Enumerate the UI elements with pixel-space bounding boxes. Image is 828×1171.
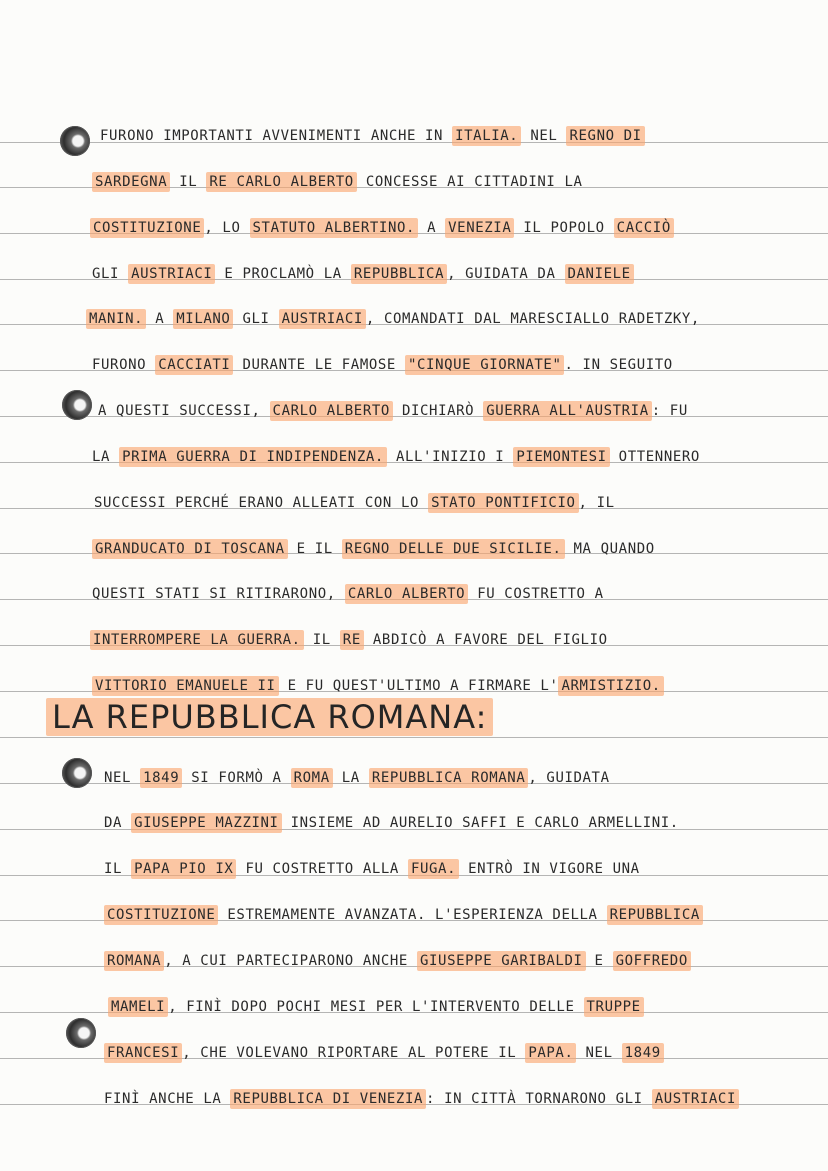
text-segment: GLI	[92, 266, 129, 282]
highlighted-text: STATUTO ALBERTINO.	[250, 218, 419, 238]
note-line-text	[108, 996, 644, 1018]
highlighted-text: CACCIÒ	[614, 218, 674, 238]
section-heading	[46, 698, 493, 736]
highlighted-text: CARLO ALBERTO	[270, 401, 393, 421]
text-segment: IL	[303, 632, 340, 648]
note-line-text	[86, 308, 700, 330]
text-segment: DURANTE LE FAMOSE	[233, 357, 405, 373]
text-segment: NEL	[104, 770, 141, 786]
note-line-text	[104, 858, 640, 880]
note-line	[0, 159, 828, 205]
highlighted-text: STATO PONTIFICIO	[428, 493, 578, 513]
text-segment: FU COSTRETTO ALLA	[236, 861, 408, 877]
text-segment: NEL	[521, 128, 567, 144]
note-line-text	[92, 263, 634, 285]
highlighted-text: GOFFREDO	[613, 951, 691, 971]
text-segment: , LO	[204, 220, 250, 236]
note-line-text	[92, 583, 604, 605]
highlighted-text: REGNO DI	[566, 126, 644, 146]
text-segment: E PROCLAMÒ LA	[215, 266, 351, 282]
note-line	[0, 755, 828, 801]
text-segment: A QUESTI SUCCESSI,	[98, 403, 270, 419]
note-line-text	[104, 767, 610, 789]
note-line-text	[104, 904, 703, 926]
highlighted-text: AUSTRIACI	[128, 264, 215, 284]
text-segment: DA	[104, 815, 132, 831]
note-line	[0, 1030, 828, 1076]
text-segment: A	[146, 311, 174, 327]
note-line-text	[104, 1088, 739, 1110]
highlighted-text: VITTORIO EMANUELE II	[92, 676, 279, 696]
text-segment: , COMANDATI DAL MARESCIALLO RADETZKY,	[365, 311, 700, 327]
highlighted-text: GRANDUCATO DI TOSCANA	[92, 539, 288, 559]
note-line	[0, 113, 828, 159]
text-segment: : FU	[651, 403, 688, 419]
note-line	[0, 434, 828, 480]
highlighted-text: FUGA.	[408, 859, 459, 879]
text-segment: INSIEME AD AURELIO SAFFI E CARLO ARMELLINI.	[281, 815, 679, 831]
text-segment: FURONO IMPORTANTI AVVENIMENTI ANCHE IN	[100, 128, 453, 144]
ruled-line	[0, 737, 828, 738]
note-line	[0, 480, 828, 526]
note-line	[0, 205, 828, 251]
highlighted-text: PIEMONTESI	[513, 447, 609, 467]
text-segment: E FU QUEST'ULTIMO A FIRMARE L'	[278, 678, 559, 694]
highlighted-text: ARMISTIZIO.	[558, 676, 663, 696]
text-segment: ABDICÒ A FAVORE DEL FIGLIO	[363, 632, 608, 648]
note-line	[0, 296, 828, 342]
text-segment: FINÌ ANCHE LA	[104, 1091, 231, 1107]
note-line	[0, 800, 828, 846]
text-segment: GLI	[233, 311, 279, 327]
heading-text: LA REPUBBLICA ROMANA:	[46, 698, 493, 736]
text-segment: , GUIDATA DA	[447, 266, 565, 282]
text-segment: LA	[92, 449, 120, 465]
note-line-text	[90, 629, 608, 651]
highlighted-text: PAPA PIO IX	[131, 859, 236, 879]
note-line	[0, 571, 828, 617]
text-segment: QUESTI STATI SI RITIRARONO,	[92, 586, 345, 602]
text-segment: SI FORMÒ A	[182, 770, 291, 786]
text-segment: DICHIARÒ	[392, 403, 484, 419]
text-segment: FU COSTRETTO A	[468, 586, 604, 602]
highlighted-text: SARDEGNA	[92, 172, 170, 192]
highlighted-text: MANIN.	[86, 309, 146, 329]
text-segment: MA QUANDO	[564, 541, 655, 557]
highlighted-text: RE CARLO ALBERTO	[206, 172, 356, 192]
text-segment: OTTENNERO	[609, 449, 700, 465]
note-line	[0, 1076, 828, 1122]
text-segment: IL POPOLO	[514, 220, 614, 236]
note-line-text	[92, 171, 583, 193]
highlighted-text: CARLO ALBERTO	[345, 584, 468, 604]
note-line-text	[100, 125, 645, 147]
text-segment: ESTREMAMENTE AVANZATA. L'ESPERIENZA DELLA	[218, 907, 607, 923]
note-line	[0, 342, 828, 388]
note-line-text	[94, 492, 615, 514]
highlighted-text: MAMELI	[108, 997, 168, 1017]
highlighted-text: AUSTRIACI	[652, 1089, 739, 1109]
text-segment: IL	[170, 174, 207, 190]
note-line	[0, 938, 828, 984]
note-line	[0, 846, 828, 892]
highlighted-text: REPUBBLICA ROMANA	[369, 768, 529, 788]
text-segment: A	[418, 220, 446, 236]
highlighted-text: MILANO	[173, 309, 233, 329]
highlighted-text: INTERROMPERE LA GUERRA.	[90, 630, 304, 650]
note-line-text	[104, 812, 679, 834]
text-segment: ENTRÒ IN VIGORE UNA	[459, 861, 640, 877]
highlighted-text: ROMANA	[104, 951, 164, 971]
highlighted-text: GIUSEPPE GARIBALDI	[417, 951, 586, 971]
note-line	[0, 984, 828, 1030]
highlighted-text: VENEZIA	[445, 218, 514, 238]
note-line-text	[104, 1042, 664, 1064]
text-segment: SUCCESSI PERCHÉ ERANO ALLEATI CON LO	[94, 495, 429, 511]
highlighted-text: ITALIA.	[452, 126, 521, 146]
text-segment: E IL	[287, 541, 342, 557]
highlighted-text: REPUBBLICA	[351, 264, 447, 284]
note-line	[0, 526, 828, 572]
text-segment: CONCESSE AI CITTADINI LA	[356, 174, 583, 190]
highlighted-text: GIUSEPPE MAZZINI	[131, 813, 281, 833]
text-segment: , FINÌ DOPO POCHI MESI PER L'INTERVENTO DELLE	[168, 999, 584, 1015]
highlighted-text: COSTITUZIONE	[104, 905, 218, 925]
text-segment: LA	[332, 770, 369, 786]
highlighted-text: AUSTRIACI	[279, 309, 366, 329]
note-line-text	[92, 675, 664, 697]
note-line-text	[90, 217, 674, 239]
note-line	[0, 388, 828, 434]
highlighted-text: RE	[340, 630, 364, 650]
highlighted-text: "CINQUE GIORNATE"	[405, 355, 565, 375]
text-segment: E	[585, 953, 613, 969]
note-line	[0, 251, 828, 297]
highlighted-text: 1849	[140, 768, 182, 788]
text-segment: FURONO	[92, 357, 156, 373]
highlighted-text: DANIELE	[565, 264, 634, 284]
text-segment: IL	[104, 861, 132, 877]
highlighted-text: CACCIATI	[155, 355, 233, 375]
highlighted-text: ROMA	[291, 768, 333, 788]
text-segment: ALL'INIZIO I	[386, 449, 514, 465]
highlighted-text: 1849	[622, 1043, 664, 1063]
highlighted-text: TRUPPE	[584, 997, 644, 1017]
note-line-text	[92, 446, 700, 468]
note-line-text	[92, 538, 655, 560]
text-segment: , IL	[578, 495, 615, 511]
highlighted-text: PRIMA GUERRA DI INDIPENDENZA.	[119, 447, 387, 467]
text-segment: , GUIDATA	[528, 770, 610, 786]
highlighted-text: PAPA.	[525, 1043, 576, 1063]
note-line-text	[98, 400, 688, 422]
text-segment: NEL	[576, 1045, 622, 1061]
highlighted-text: FRANCESI	[104, 1043, 182, 1063]
text-segment: , A CUI PARTECIPARONO ANCHE	[164, 953, 417, 969]
highlighted-text: REPUBBLICA	[607, 905, 703, 925]
note-line-text	[104, 950, 691, 972]
note-line	[0, 892, 828, 938]
highlighted-text: COSTITUZIONE	[90, 218, 204, 238]
highlighted-text: GUERRA ALL'AUSTRIA	[483, 401, 652, 421]
highlighted-text: REPUBBLICA DI VENEZIA	[230, 1089, 426, 1109]
text-segment: , CHE VOLEVANO RIPORTARE AL POTERE IL	[182, 1045, 526, 1061]
highlighted-text: REGNO DELLE DUE SICILIE.	[342, 539, 565, 559]
note-line	[0, 617, 828, 663]
text-segment: : IN CITTÀ TORNARONO GLI	[426, 1091, 652, 1107]
text-segment: . IN SEGUITO	[564, 357, 673, 373]
note-line-text	[92, 354, 673, 376]
